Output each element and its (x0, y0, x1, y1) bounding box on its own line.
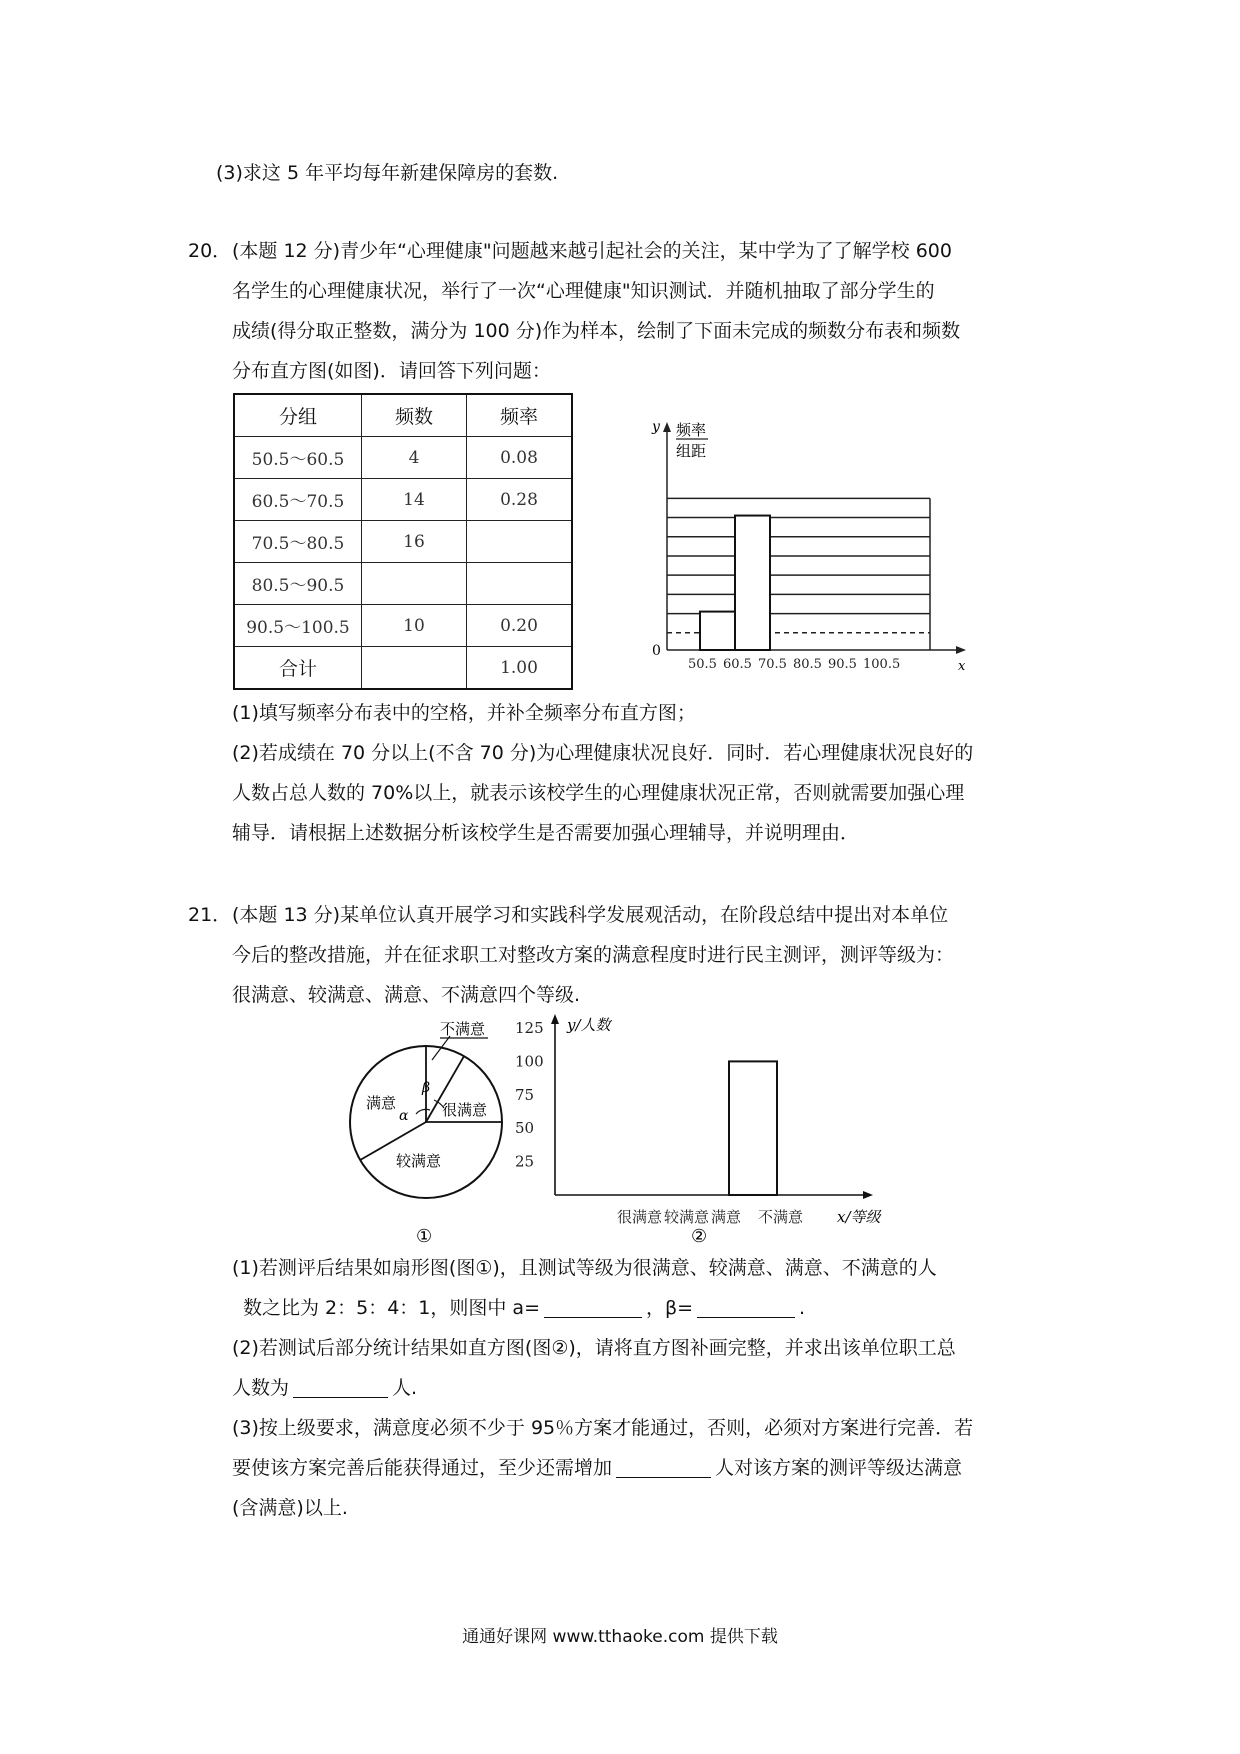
table-row (234, 521, 572, 563)
bar-y-tick: 50 (515, 1119, 535, 1138)
origin-label: 0 (652, 643, 661, 659)
bar-chart (515, 1010, 905, 1250)
q21-part3-text-a: 要使该方案完善后能获得通过，至少还需增加 (232, 1457, 613, 1479)
histogram-x-tick: 100.5 (863, 657, 901, 670)
table-header: 频数 (362, 394, 467, 437)
histogram-x-tick: 80.5 (793, 657, 822, 670)
table-cell: 0.08 (467, 437, 573, 479)
q21-part1-text-b: ，β= (646, 1297, 694, 1319)
bar-x-category: 满意 (711, 1208, 742, 1226)
histogram-bar (700, 612, 735, 650)
q21-part2-line-1: (2)若测试后部分统计结果如直方图(图②)，请将直方图补画完整，并求出该单位职工总 (232, 1337, 956, 1359)
table-cell: 10 (362, 605, 467, 647)
bar-y-tick: 25 (515, 1152, 535, 1171)
table-cell: 90.5～100.5 (234, 605, 362, 647)
table-cell (467, 563, 573, 605)
q20-text-line-4: 分布直方图(如图)．请回答下列问题： (232, 360, 551, 382)
table-cell: 0.20 (467, 605, 573, 647)
histogram-x-tick: 50.5 (688, 657, 717, 670)
y-label-top: 频率 (676, 421, 707, 439)
table-cell: 60.5～70.5 (234, 479, 362, 521)
q20-text-line-2: 名学生的心理健康状况，举行了一次“心理健康"知识测试．并随机抽取了部分学生的 (232, 280, 935, 302)
q21-part3-line-3: (含满意)以上. (232, 1497, 348, 1519)
table-cell: 70.5～80.5 (234, 521, 362, 563)
pie-label-satisfied: 满意 (366, 1094, 397, 1112)
table-row (234, 437, 572, 479)
histogram-x-tick: 90.5 (828, 657, 857, 670)
table-row (234, 479, 572, 521)
bar-y-tick: 100 (515, 1052, 544, 1071)
table-cell (467, 521, 573, 563)
bar-x-axis-label: x/等级 (837, 1208, 881, 1226)
table-row-total (234, 647, 572, 690)
x-axis-arrow (956, 646, 966, 654)
q21-number: 21． (188, 904, 232, 926)
x-axis-letter: x (958, 659, 966, 670)
pie-caption: ① (416, 1226, 433, 1247)
histogram-x-tick: 60.5 (723, 657, 752, 670)
q21-text-line-3: 很满意、较满意、满意、不满意四个等级. (232, 984, 581, 1006)
frequency-table (233, 393, 573, 690)
bar-y-tick: 75 (515, 1085, 535, 1104)
q20-part2-line-2: 人数占总人数的 70%以上，就表示该校学生的心理健康状况正常，否则就需要加强心理 (232, 782, 965, 804)
bar-x-arrow (863, 1191, 873, 1199)
table-header: 频率 (467, 394, 573, 437)
q21-part2-text-a: 人数为 (232, 1377, 290, 1399)
q21-part1-line-2 (243, 1295, 805, 1321)
q21-part1-text-c: . (799, 1297, 806, 1319)
frequency-histogram (640, 410, 970, 670)
bar-y-tick: 125 (515, 1019, 544, 1037)
table-cell: 14 (362, 479, 467, 521)
answer-blank-total[interactable] (293, 1377, 388, 1398)
table-row (234, 563, 572, 605)
q20-part2-line-3: 辅导．请根据上述数据分析该校学生是否需要加强心理辅导，并说明理由． (232, 822, 860, 844)
q20-text-line-3: 成绩(得分取正整数，满分为 100 分)作为样本，绘制了下面未完成的频数分布表和频数 (232, 320, 961, 342)
table-cell: 1.00 (467, 647, 573, 690)
bar-x-category: 较满意 (664, 1208, 710, 1226)
table-cell: 16 (362, 521, 467, 563)
bar-x-category: 很满意 (617, 1208, 663, 1226)
table-cell: 4 (362, 437, 467, 479)
q20-number: 20． (188, 240, 232, 262)
q20-part1: (1)填写频率分布表中的空格，并补全频率分布直方图； (232, 702, 696, 724)
q21-part1-text-a: 数之比为 2：5：4：1，则图中 a= (243, 1297, 540, 1319)
q21-part2-text-b: 人. (392, 1377, 418, 1399)
y-label-bottom: 组距 (676, 442, 707, 460)
bar-y-arrow (551, 1014, 559, 1024)
pie-alpha-label: α (399, 1108, 409, 1124)
page-footer: 通通好课网 www.tthaoke.com 提供下载 (462, 1627, 778, 1647)
pie-beta-label: β (422, 1080, 431, 1096)
table-header-row (234, 394, 572, 437)
answer-blank-a[interactable] (544, 1297, 642, 1318)
bar-caption: ② (691, 1226, 708, 1247)
histogram-bar (735, 516, 770, 650)
table-cell (362, 563, 467, 605)
y-axis-arrow (663, 422, 671, 432)
pie-label-unsatisfied: 不满意 (440, 1020, 486, 1038)
bar-y-axis-label: y/人数 (567, 1016, 611, 1034)
table-cell (362, 647, 467, 690)
q21-part3-text-b: 人对该方案的测评等级达满意 (715, 1457, 963, 1479)
y-axis-letter: y (652, 419, 660, 435)
table-cell: 50.5～60.5 (234, 437, 362, 479)
table-header: 分组 (234, 394, 362, 437)
histogram-x-tick: 70.5 (758, 657, 787, 670)
table-row (234, 605, 572, 647)
q21-part2-line-2 (232, 1375, 417, 1401)
table-cell: 合计 (234, 647, 362, 690)
bar-x-category: 不满意 (758, 1208, 804, 1226)
q19-part3: (3)求这 5 年平均每年新建保障房的套数. (216, 162, 559, 184)
q20-text-line-1: (本题 12 分)青少年“心理健康"问题越来越引起社会的关注，某中学为了了解学校 600 (232, 240, 952, 262)
q21-part3-line-2 (232, 1455, 962, 1481)
answer-blank-beta[interactable] (697, 1297, 795, 1318)
pie-label-fairly-satisfied: 较满意 (396, 1152, 442, 1170)
q20-part2-line-1: (2)若成绩在 70 分以上(不含 70 分)为心理健康状况良好．同时．若心理健康状况良好的 (232, 742, 974, 764)
table-cell: 80.5～90.5 (234, 563, 362, 605)
q21-part3-line-1: (3)按上级要求，满意度必须不少于 95％方案才能通过，否则，必须对方案进行完善．若 (232, 1417, 974, 1439)
table-cell: 0.28 (467, 479, 573, 521)
q21-text-line-2: 今后的整改措施，并在征求职工对整改方案的满意程度时进行民主测评，测评等级为： (232, 944, 955, 966)
pie-label-very-satisfied: 很满意 (442, 1101, 488, 1119)
bar-chart-bar (729, 1061, 777, 1195)
q21-part1-line-1: (1)若测评后结果如扇形图(图①)，且测试等级为很满意、较满意、满意、不满意的人 (232, 1257, 937, 1279)
answer-blank-increase[interactable] (616, 1457, 711, 1478)
pie-chart (340, 1010, 510, 1250)
q21-text-line-1: (本题 13 分)某单位认真开展学习和实践科学发展观活动，在阶段总结中提出对本单位 (232, 904, 949, 926)
